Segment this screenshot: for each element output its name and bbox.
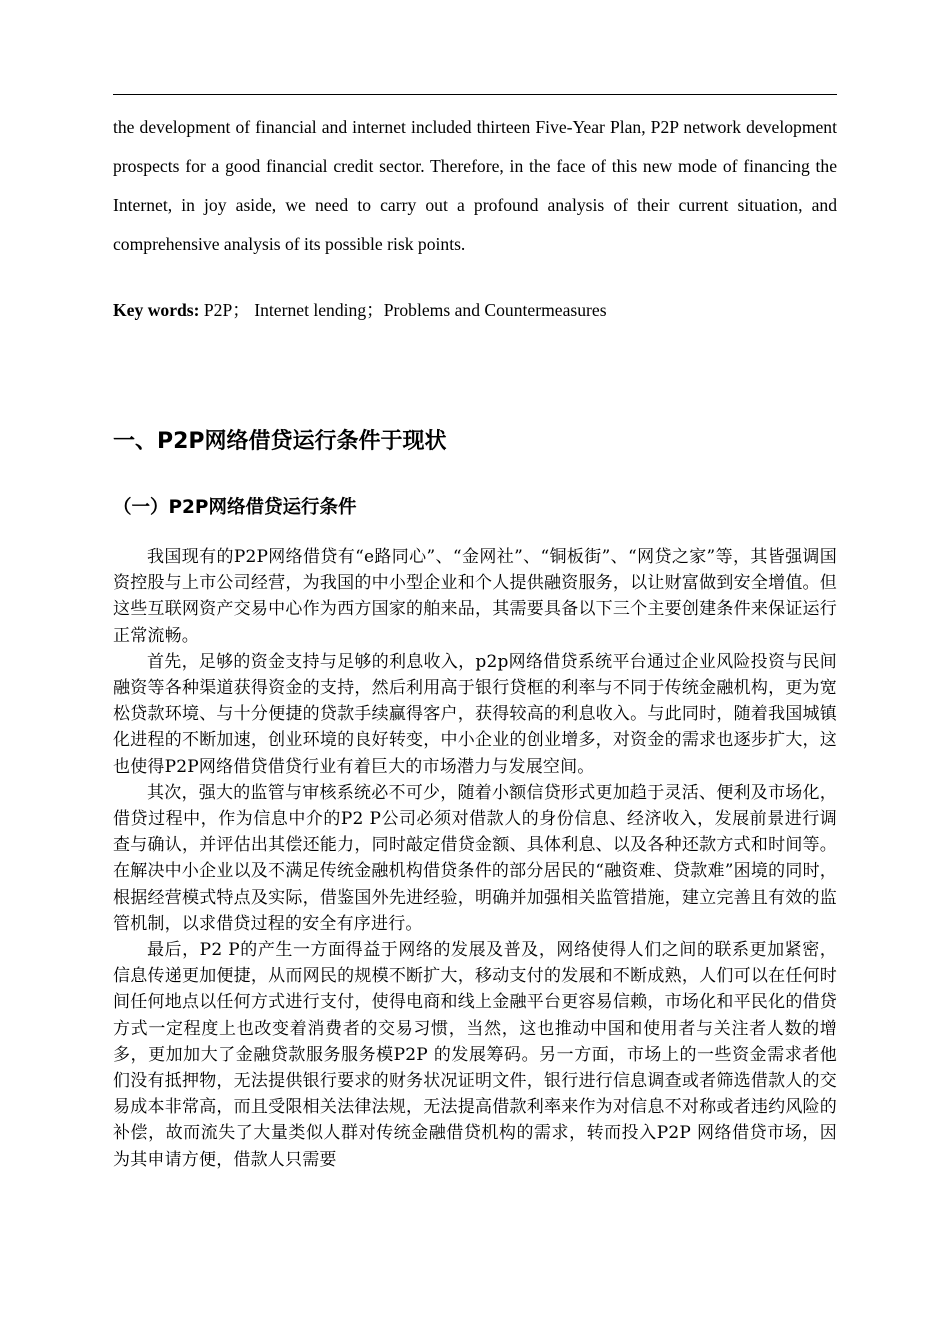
paragraph-second: 其次，强大的监管与审核系统必不可少，随着小额信贷形式更加趋于灵活、便利及市场化，借贷过程中，作为信息中介的P2 P公司必须对借款人的身份信息、经济收入，发展前景进行调查与确认，并评估出其偿还能力，同时敲定借贷金额、具体利息、以及各种还款方式和时间等。在解决中小企业以及不满足传统金融机构借贷条件的部分居民的“融资难、贷款难”困境的同时，根据经营模式特点及实际，借鉴国外先进经验，明确并加强相关监管措施，建立完善且有效的监管机制，以求借贷过程的安全有序进行。 xyxy=(113,782,837,934)
section-title: 一、P2P网络借贷运行条件于现状 xyxy=(113,429,447,454)
header-rule xyxy=(113,94,837,95)
paragraph-first: 首先，足够的资金支持与足够的利息收入，p2p网络借贷系统平台通过企业风险投资与民间融资等各种渠道获得资金的支持，然后利用高于银行贷框的利率与不同于传统金融机构，更为宽松贷款环境、与十分便捷的贷款手续赢得客户，获得较高的利息收入。与此同时，随着我国城镇化进程的不断加速，创业环境的良好转变，中小企业的创业增多，对资金的需求也逐步扩大，这也使得P2P网络借贷借贷行业有着巨大的市场潜力与发展空间。 xyxy=(113,651,837,777)
subsection-title: （一）P2P网络借贷运行条件 xyxy=(113,497,357,518)
paragraph-intro: 我国现有的P2P网络借贷有“e路同心”、“金网社”、“铜板街”、“网贷之家”等，其皆强调国资控股与上市公司经营，为我国的中小型企业和个人提供融资服务，以让财富做到安全增值。但这些互联网资产交易中心作为西方国家的舶来品，其需要具备以下三个主要创建条件来保证运行正常流畅。 xyxy=(113,547,837,646)
body-text xyxy=(113,544,837,1173)
keywords-line xyxy=(113,296,837,324)
keywords-label: Key words: xyxy=(113,300,200,320)
abstract-continuation: the development of financial and internet included thirteen Five-Year Plan, P2P network development prospects for a good financial credit sector. Therefore, in the face of this new mode of financing the Internet, in joy aside, we need to carry out a profound analysis of their current situation, and comprehensive analysis of its possible risk points. xyxy=(113,117,837,254)
paragraph-last: 最后，P2 P的产生一方面得益于网络的发展及普及，网络使得人们之间的联系更加紧密，信息传递更加便捷，从而网民的规模不断扩大，移动支付的发展和不断成熟，人们可以在任何时间任何地点以任何方式进行支付，使得电商和线上金融平台更容易信赖，市场化和平民化的借贷方式一定程度上也改变着消费者的交易习惯，当然，这也推动中国和使用者与关注者人数的增多，更加加大了金融贷款服务服务模P2P 的发展筹码。另一方面，市场上的一些资金需求者他们没有抵押物，无法提供银行要求的财务状况证明文件，银行进行信息调查或者筛选借款人的交易成本非常高，而且受限相关法律法规，无法提高借款利率来作为对信息不对称或者违约风险的补偿，故而流失了大量类似人群对传统金融借贷机构的需求，转而投入P2P 网络借贷市场，因为其申请方便，借款人只需要 xyxy=(113,940,837,1170)
keywords-text: P2P； Internet lending；Problems and Countermeasures xyxy=(199,300,607,320)
